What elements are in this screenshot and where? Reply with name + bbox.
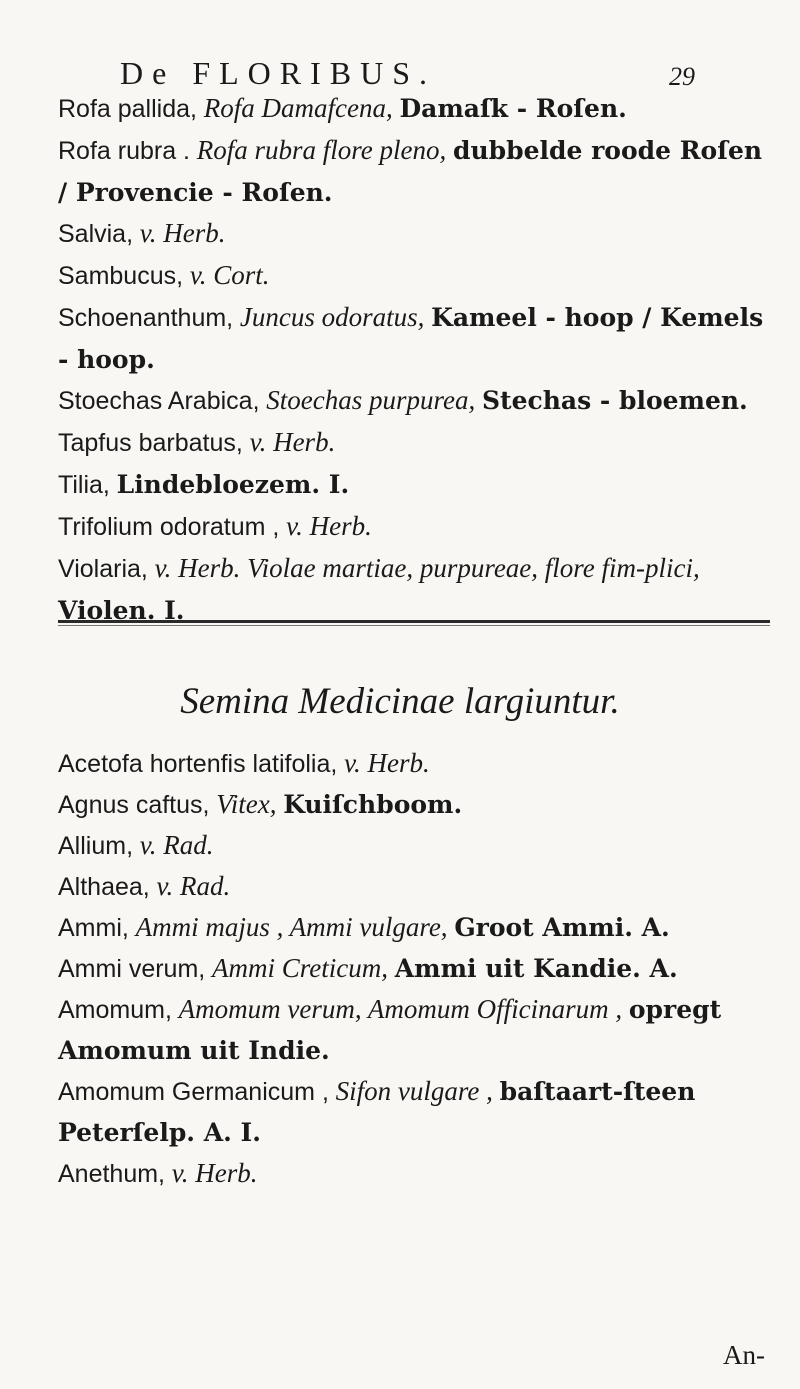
entry: Tapfus barbatus, v. Herb.: [58, 427, 336, 457]
entry: Stoechas Arabica, Stoechas purpurea, Stechas - bloemen.: [58, 385, 748, 415]
entries-top-list: [58, 88, 770, 631]
entry: Allium, v. Rad.: [58, 830, 214, 860]
entry: Rofa pallida, Rofa Damafcena, Damaſk - Roſen.: [58, 93, 627, 123]
entry: Amomum Germanicum , Sifon vulgare , baſtaart-ſteen Peterſelp. A. I.: [58, 1076, 696, 1147]
entry: Ammi, Ammi majus , Ammi vulgare, Groot Ammi. A.: [58, 912, 670, 942]
section-divider: [58, 620, 770, 623]
entry: Violaria, v. Herb. Violae martiae, purpureae, flore fim-plici, Violen. I.: [58, 553, 700, 625]
entries-bottom-list: [58, 743, 770, 1194]
header-title: De FLORIBUS.: [120, 55, 437, 91]
entry: Acetofa hortenfis latifolia, v. Herb.: [58, 748, 430, 778]
entry: Rofa rubra . Rofa rubra flore pleno, dubbelde roode Roſen / Provencie - Roſen.: [58, 135, 763, 207]
running-header: [120, 55, 695, 91]
page-number: 29: [669, 62, 695, 91]
catchword: An-: [723, 1340, 765, 1370]
entry: Anethum, v. Herb.: [58, 1158, 258, 1188]
entry: Salvia, v. Herb.: [58, 218, 226, 248]
entry: Ammi verum, Ammi Creticum, Ammi uit Kandie. A.: [58, 953, 678, 983]
entry: Althaea, v. Rad.: [58, 871, 231, 901]
section-title: Semina Medicinae largiuntur.: [180, 681, 620, 722]
entry: Sambucus, v. Cort.: [58, 260, 270, 290]
entry: Amomum, Amomum verum, Amomum Officinarum , opregt Amomum uit Indie.: [58, 994, 722, 1065]
entry: Trifolium odoratum , v. Herb.: [58, 511, 372, 541]
entry: Tilia, Lindebloezem. I.: [58, 470, 350, 499]
entry: Agnus caftus, Vitex, Kuiſchboom.: [58, 789, 463, 819]
entry: Schoenanthum, Juncus odoratus, Kameel - hoop / Kemels - hoop.: [58, 302, 764, 374]
